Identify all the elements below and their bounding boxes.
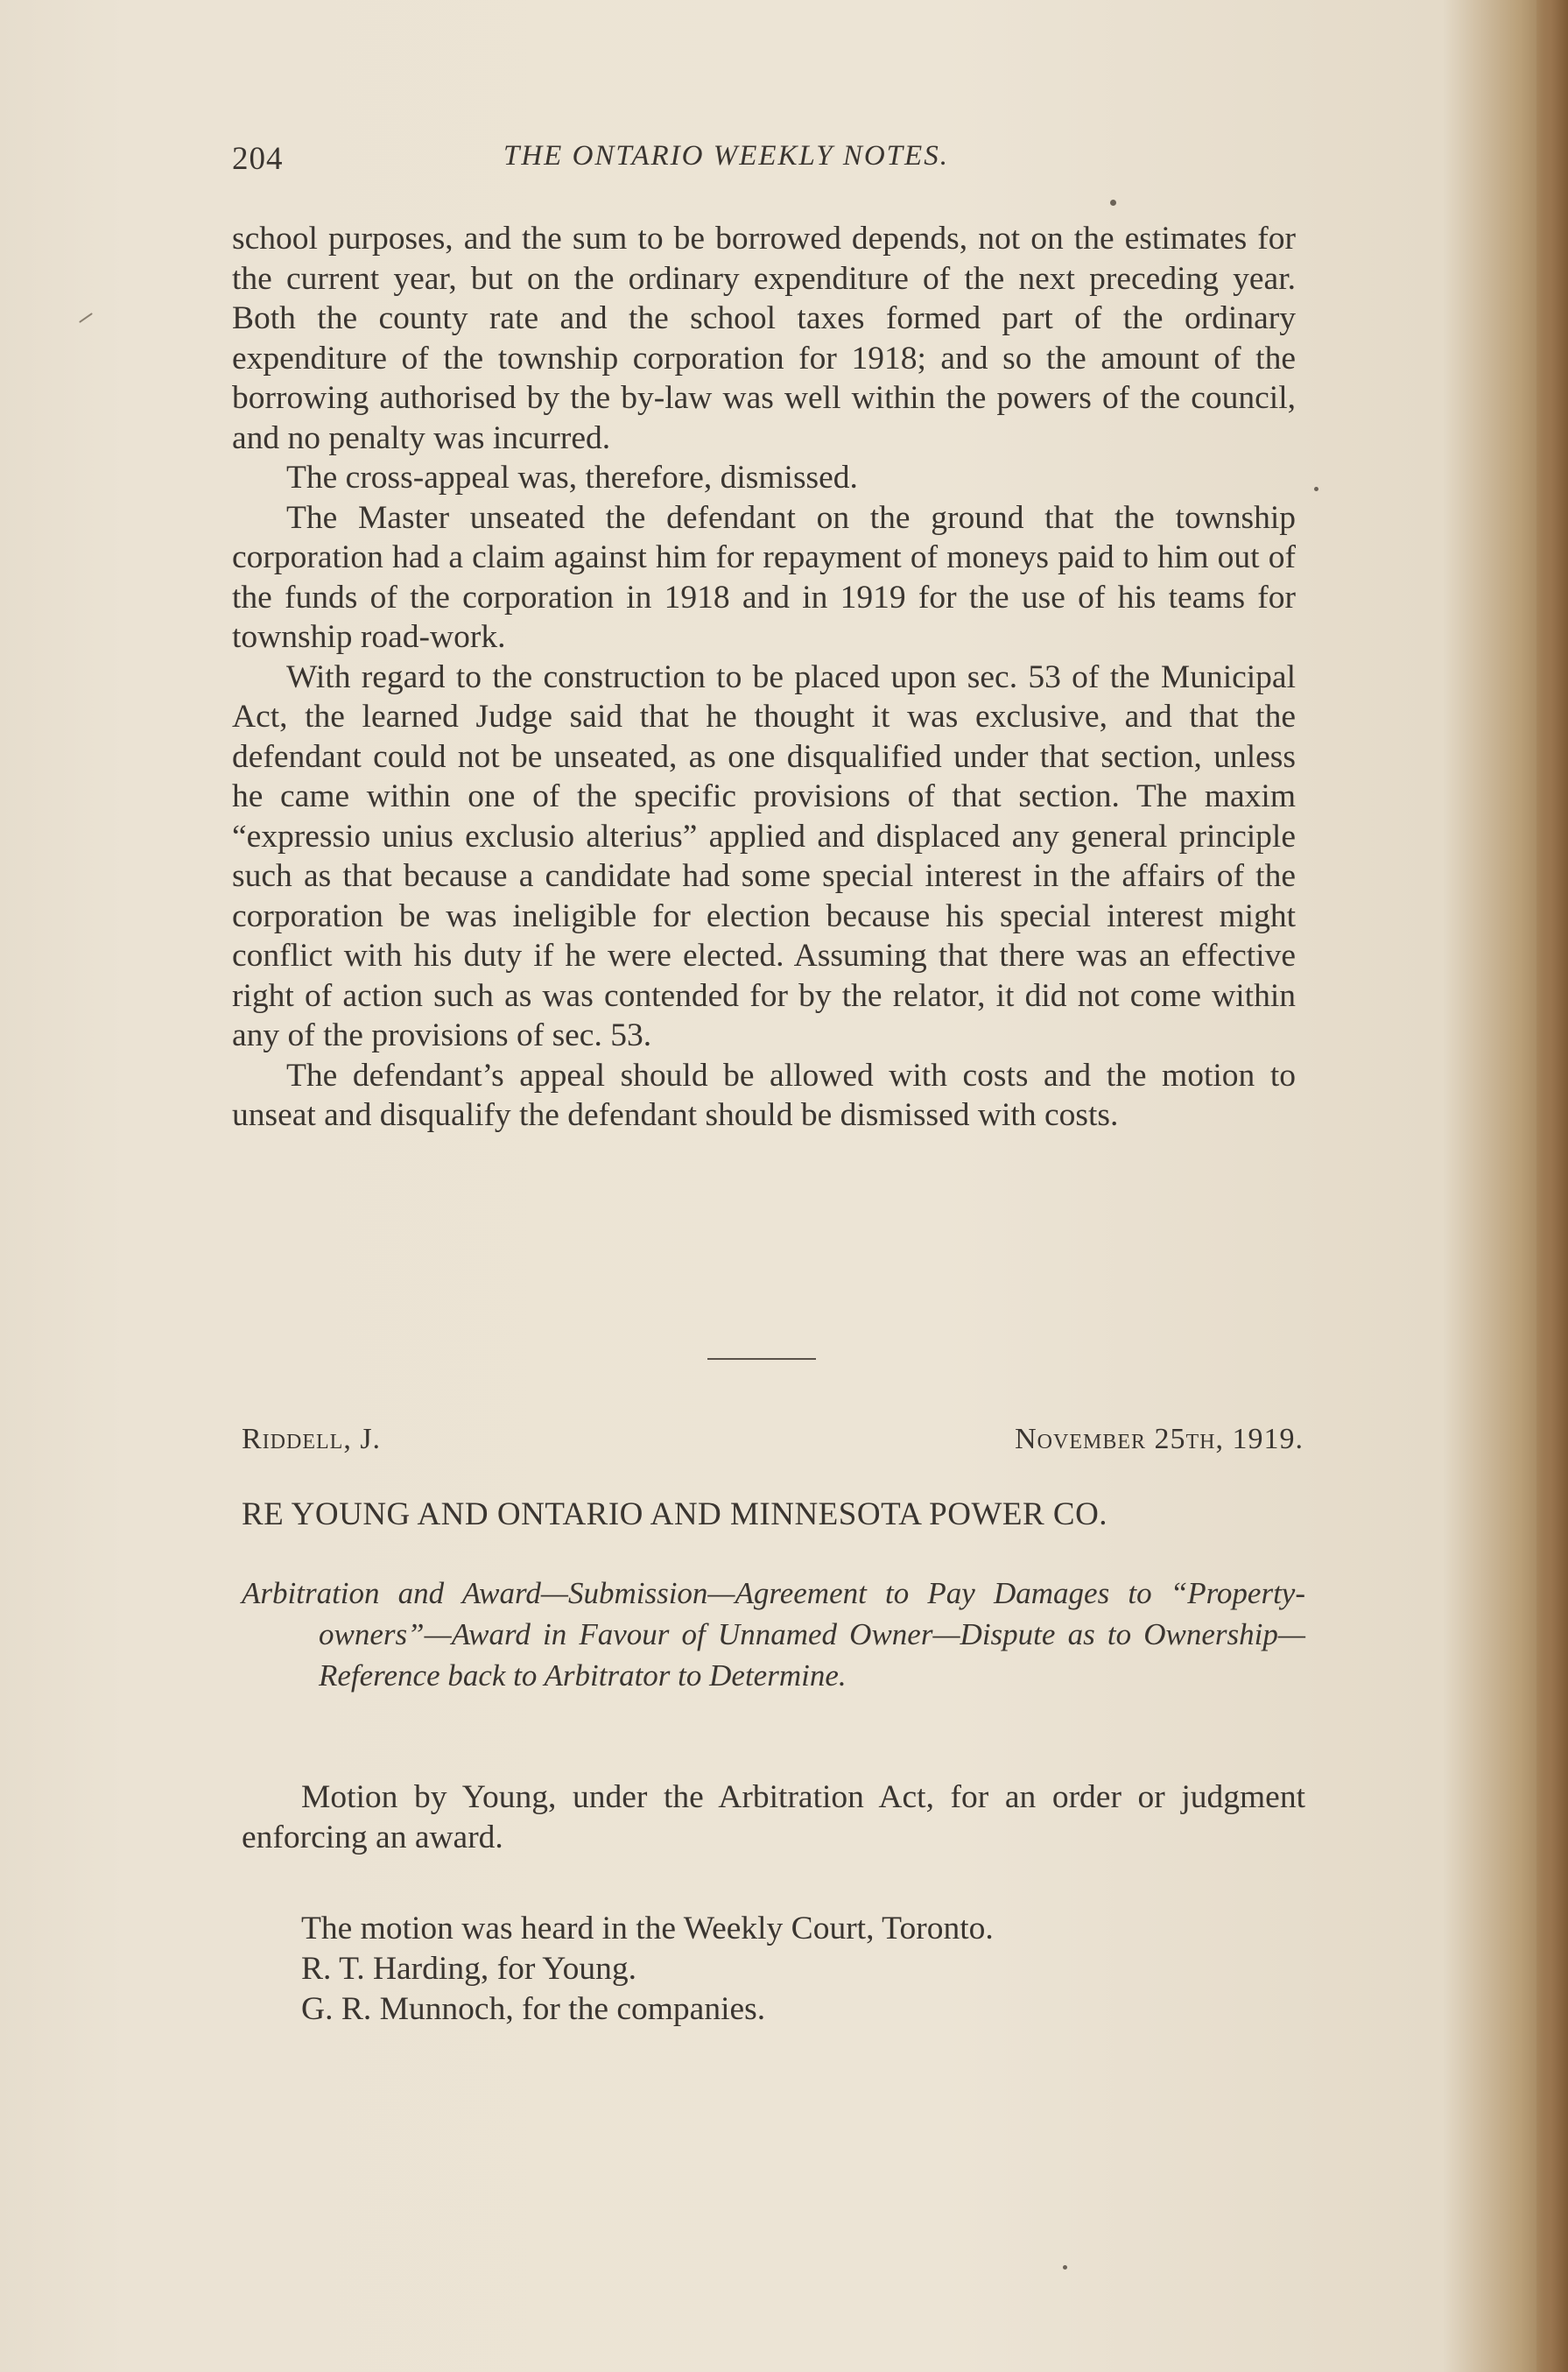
book-spine-edge <box>1536 0 1568 2372</box>
counsel-list <box>301 1909 1308 2030</box>
motion-paragraph: Motion by Young, under the Arbitration Act, for an order or judgment enforcing an award. <box>242 1779 1305 1855</box>
paragraph: The defendant’s appeal should be allowed with costs and the motion to unseat and disqualify the defendant should be dismissed with costs. <box>232 1057 1296 1133</box>
ink-speck <box>1314 487 1318 491</box>
counsel-line: R. T. Harding, for Young. <box>301 1951 637 1987</box>
paragraph: With regard to the construction to be placed upon sec. 53 of the Municipal Act, the learned Judge said that he thought it was exclusive, and that the defendant could not be unseated, as one disqualified under that section, unless he came within one of the specific provisions of that section. The maxim “expressio unius exclusio alterius” applied and displaced any general principle such as that because a candidate had some special interest in the affairs of the corporation be was ineligible for election because his special interest might conflict with his duty if he were elected. Assuming that there was an effective right of action such as was contended for by the relator, it did not come within any of the provisions of sec. 53. <box>232 658 1296 1053</box>
case-headnote: Arbitration and Award—Submission—Agreement to Pay Damages to “Property-owners”—Award in Favour of Unnamed Owner—Dispute as to Ownership—Reference back to Arbitrator to Determine. <box>242 1576 1305 1693</box>
paragraph: The Master unseated the defendant on the ground that the township corporation had a claim against him for repayment of moneys paid to him out of the funds of the corporation in 1918 and in 1919 for the use of his teams for township road-work. <box>232 499 1296 655</box>
case-title: RE YOUNG AND ONTARIO AND MINNESOTA POWER CO. <box>242 1496 1108 1532</box>
ink-speck <box>1063 2265 1067 2270</box>
paragraph: school purposes, and the sum to be borrowed depends, not on the estimates for the current year, but on the ordinary expenditure of the next preceding year. Both the county rate and the school taxes formed part of the ordinary expenditure of the township corporation for 1918; and so the amount of the borrowing authorised by the by-law was well within the powers of the council, and no penalty was incurred. <box>232 221 1296 456</box>
running-head <box>232 140 1304 184</box>
paragraph: The cross-appeal was, therefore, dismissed. <box>286 460 858 496</box>
section-divider <box>707 1358 816 1360</box>
counsel-line: G. R. Munnoch, for the companies. <box>301 1991 766 2027</box>
paper-mark <box>79 313 93 323</box>
body-text <box>232 219 1296 1136</box>
ink-speck <box>1110 200 1116 206</box>
page-number: 204 <box>232 141 284 177</box>
judge-name: Riddell, J. <box>242 1423 382 1455</box>
judgment-date: November 25th, 1919. <box>1015 1423 1304 1455</box>
journal-title: THE ONTARIO WEEKLY NOTES. <box>503 140 949 172</box>
counsel-line: The motion was heard in the Weekly Court, Toronto. <box>301 1911 994 1946</box>
